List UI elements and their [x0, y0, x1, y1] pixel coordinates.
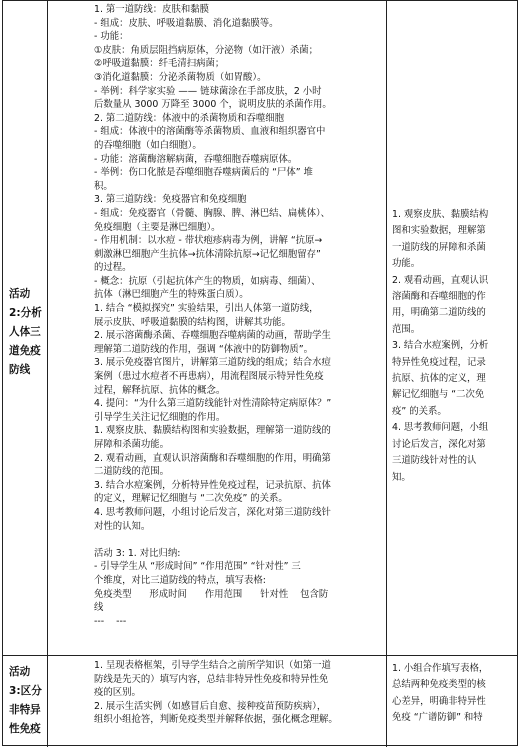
text-line: - 组成：皮肤、呼吸道黏膜、消化道黏膜等。	[94, 17, 279, 29]
text-line: - 引导学生从 “形成时间” “作用范围” “针对性” 三	[94, 561, 301, 573]
text-line: 理解第二道防线的作用，强调 “体液中的防御物质”。	[94, 343, 313, 355]
text-line: 总结两种免疫类型的核	[392, 679, 486, 691]
text-line: 免疫 “广谱防御” 和特	[392, 712, 483, 724]
text-line	[94, 533, 377, 547]
text-line: - 功能：	[94, 31, 129, 43]
text-line: 溶菌酶和吞噬细胞的作	[392, 291, 486, 303]
text-line: 3. 结合水痘案例，分析	[392, 340, 489, 352]
text-line: - 作用机制：以水痘 - 带状疱疹病毒为例，讲解 “抗原→	[94, 235, 323, 247]
text-line: 1. 观察皮肤、黏膜结构	[392, 209, 489, 220]
text-line: ①皮肤：角质层阻挡病原体，分泌物（如汗液）杀菌；	[94, 44, 319, 56]
text-line: 后数量从 3000 万降至 3000 个，说明皮肤的杀菌作用。	[94, 99, 332, 111]
text-line: 3. 展示免疫器官图片，讲解第三道防线的组成；结合水痘	[94, 357, 331, 369]
text-line: 引导学生关注记忆细胞的作用。	[94, 411, 226, 423]
text-line: - 组成：体液中的溶菌酶等杀菌物质、血液和组织器官中	[94, 126, 326, 138]
text-line: 二道防线的范围。	[94, 466, 170, 478]
text-line: 1. 第一道防线：皮肤和黏膜	[94, 4, 210, 15]
text-line: 过程，解释抗原、抗体的概念。	[94, 384, 226, 396]
text-line: 解记忆细胞与 “二次免	[392, 389, 485, 401]
text-line: 2. 观看动画，直观认识	[392, 274, 489, 286]
text-line: 的过程。	[94, 262, 132, 274]
lesson-table	[2, 0, 518, 746]
text-line: 案例（患过水痘者不再患病），用流程图展示特异性免疫	[94, 371, 324, 383]
text-line: 3. 第三道防线：免疫器官和免疫细胞	[94, 194, 247, 206]
text-line: 讨论后发言，深化对第	[392, 438, 486, 450]
activity-3-teacher-content	[94, 659, 377, 727]
text-line: - 举例：伤口化脓是吞噬细胞吞噬病菌后的 “尸体” 堆	[94, 167, 313, 179]
text-line: 个维度，对比三道防线的特点，填写表格:	[94, 574, 266, 586]
activity-3-student-content	[392, 661, 514, 727]
text-line: 4. 思考教师问题，小组	[392, 422, 489, 434]
text-line: 免疫类型 形成时间 作用范围 针对性 包含防	[94, 588, 329, 600]
text-line: 2. 展示生活实例（如感冒后自愈、接种疫苗预防疾病），	[94, 700, 327, 712]
text-line: 2. 展示溶菌酶杀菌、吞噬细胞吞噬病菌的动画，帮助学生	[94, 330, 331, 342]
text-line: ②呼吸道黏膜：纤毛清扫病菌；	[94, 58, 225, 70]
activity-2-student-content	[392, 207, 514, 486]
text-line: 积。	[94, 180, 113, 192]
text-line: - 组成：免疫器官（骨髓、胸腺、脾、淋巴结、扁桃体）、	[94, 207, 331, 219]
text-line: 1. 呈现表格框架，引导学生结合之前所学知识（如第一道	[94, 660, 331, 671]
text-line: ③消化道黏膜：分泌杀菌物质（如胃酸）。	[94, 71, 267, 83]
text-line: 1. 结合 “模拟探究” 实验结果，引出人体第一道防线，	[94, 303, 319, 315]
text-line: 防线是先天的）填写内容，总结非特异性免疫和特异性免	[94, 673, 329, 685]
text-line: 线	[94, 602, 104, 614]
text-line: 范围。	[392, 323, 421, 335]
activity-2-label: 活动 2:分析 人体三 道免疫 防线	[9, 288, 42, 376]
text-line: 用，明确第二道防线的	[392, 307, 486, 319]
text-line: 4. 思考教师问题，小组讨论后发言，深化对第三道防线针	[94, 506, 331, 518]
text-line: 1. 小组合作填写表格，	[392, 663, 489, 674]
text-line: 知。	[392, 471, 411, 483]
text-line: 心差异，明确非特异性	[392, 695, 486, 707]
activity-3-label: 活动 3:区分 非特异 性免疫	[9, 666, 42, 735]
text-line: 2. 第二道防线：体液中的杀菌物质和吞噬细胞	[94, 112, 285, 124]
text-line: 活动 3: 1. 对比归纳:	[94, 547, 181, 559]
column-divider-2	[386, 1, 387, 747]
text-line: 组织小组抢答，判断免疫类型并解释依据，强化概念理解。	[94, 714, 338, 726]
row-divider	[3, 655, 517, 656]
text-line: - 举例：科学家实验 —— 链球菌涂在手部皮肤，2 小时	[94, 85, 322, 97]
text-line: 疫的区别。	[94, 687, 141, 699]
text-line: 1. 观察皮肤、黏膜结构图和实验数据，理解第一道防线的	[94, 425, 331, 437]
text-line: - 功能：溶菌酶溶解病菌，吞噬细胞吞噬病原体。	[94, 153, 298, 165]
text-line: 的定义，理解记忆细胞与 “二次免疫” 的关系。	[94, 493, 288, 505]
text-line: 三道防线针对性的认	[392, 455, 477, 467]
text-line: 刺激淋巴细胞产生抗体→抗体清除抗原→记忆细胞留存”	[94, 248, 321, 260]
text-line: 展示皮肤、呼吸道黏膜的结构图，讲解其功能。	[94, 316, 291, 328]
activity-2-teacher-content	[94, 3, 377, 628]
text-line: 抗体（淋巴细胞产生的特殊蛋白质）。	[94, 289, 249, 301]
text-line: 对性的认知。	[94, 520, 151, 532]
text-line: 功能。	[392, 258, 421, 270]
text-line: 屏障和杀菌功能。	[94, 439, 170, 450]
text-line: --- ---	[94, 615, 127, 627]
text-line: 抗原、抗体的定义，理	[392, 373, 486, 385]
text-line: 免疫细胞（主要是淋巴细胞）。	[94, 221, 221, 233]
text-line: 3. 结合水痘案例，分析特异性免疫过程，记录抗原、抗体	[94, 479, 331, 491]
text-line: 特异性免疫过程，记录	[392, 356, 486, 368]
text-line: 的吞噬细胞（如白细胞）。	[94, 139, 202, 151]
text-line: 疫” 的关系。	[392, 405, 447, 417]
text-line: 4. 提问：“为什么第三道防线能针对性清除特定病原体？”	[94, 398, 332, 410]
text-line: 图和实验数据，理解第	[392, 225, 486, 237]
text-line: 一道防线的屏障和杀菌	[392, 241, 486, 253]
text-line: - 概念：抗原（引起抗体产生的物质，如病毒、细菌）、	[94, 275, 321, 287]
text-line: 2. 观看动画，直观认识溶菌酶和吞噬细胞的作用，明确第	[94, 452, 331, 464]
